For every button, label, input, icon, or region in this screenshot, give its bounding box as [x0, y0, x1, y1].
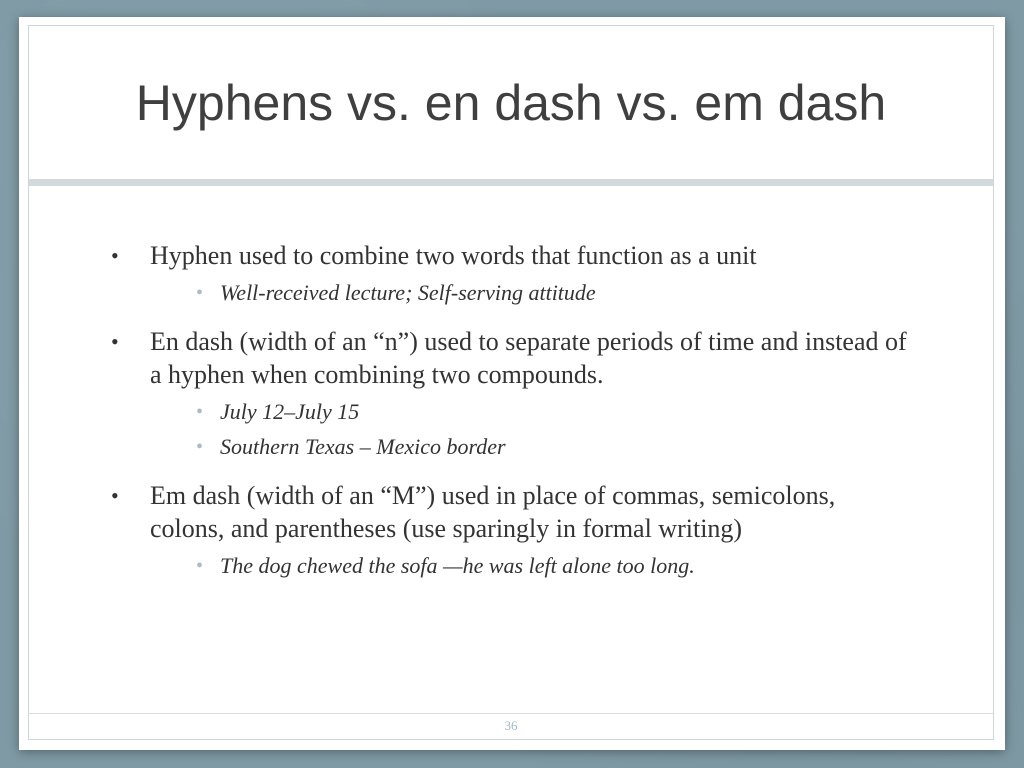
bullet-item-em-dash — [107, 479, 907, 580]
title-area — [29, 26, 993, 179]
slide-title: Hyphens vs. en dash vs. em dash — [135, 74, 887, 131]
page-number: 36 — [504, 718, 518, 733]
bullet-text: Em dash (width of an “M”) used in place of commas, semicolons, colons, and parentheses (use sparingly in formal writing) — [150, 481, 836, 543]
sub-bullet-marker: • — [196, 401, 204, 423]
bullet-marker: • — [111, 243, 119, 268]
title-divider — [29, 179, 993, 186]
bullet-item-hyphen — [107, 239, 907, 307]
bullet-item-en-dash — [107, 325, 907, 461]
slide — [19, 17, 1005, 750]
sub-bullet-text: The dog chewed the sofa —he was left alone too long. — [220, 553, 695, 578]
sub-bullet-item — [150, 279, 907, 307]
sub-bullet-item — [150, 398, 907, 426]
bullet-marker: • — [111, 329, 119, 354]
bullet-text: En dash (width of an “n”) used to separate periods of time and instead of a hyphen when combining two compounds. — [150, 327, 907, 389]
bullet-marker: • — [111, 483, 119, 508]
sub-bullet-marker: • — [196, 436, 204, 458]
sub-bullet-marker: • — [196, 282, 204, 304]
sub-bullet-marker: • — [196, 555, 204, 577]
bullet-text: Hyphen used to combine two words that function as a unit — [150, 241, 757, 270]
footer-divider — [29, 713, 993, 714]
slide-content — [107, 239, 907, 598]
sub-bullet-text: July 12–July 15 — [220, 399, 360, 424]
sub-bullet-text: Southern Texas – Mexico border — [220, 434, 506, 459]
sub-bullet-item — [150, 433, 907, 461]
sub-bullet-item — [150, 552, 907, 580]
sub-bullet-text: Well-received lecture; Self-serving attitude — [220, 280, 596, 305]
